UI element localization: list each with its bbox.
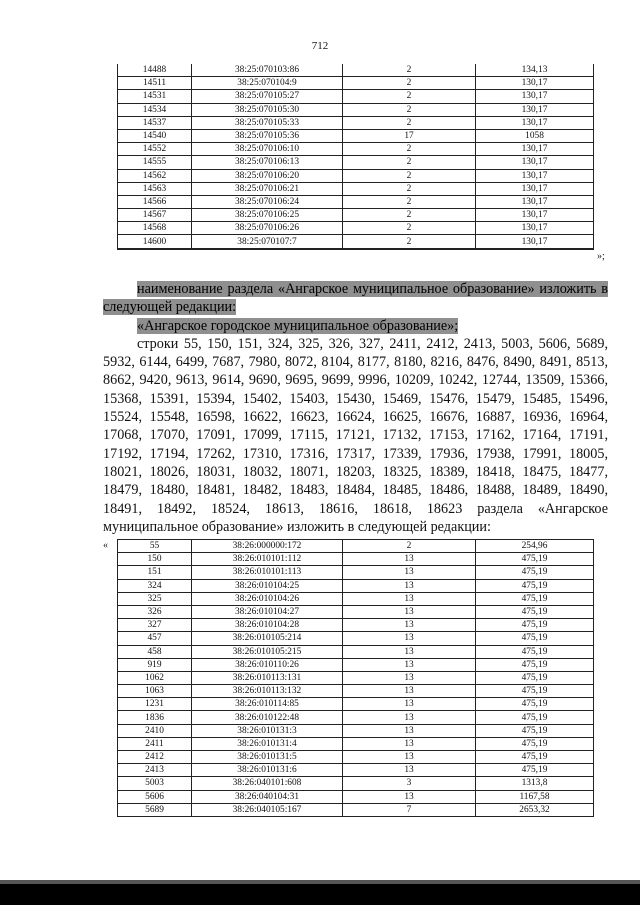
table-row xyxy=(118,632,594,645)
table-row xyxy=(118,103,594,116)
count-cell: 13 xyxy=(343,724,476,737)
count-cell: 13 xyxy=(343,671,476,684)
count-cell: 13 xyxy=(343,592,476,605)
table-row xyxy=(118,235,594,249)
row-number-cell: 14567 xyxy=(118,209,192,222)
row-number-cell: 14540 xyxy=(118,129,192,142)
opening-quote-mark: « xyxy=(103,540,108,551)
value-cell: 475,19 xyxy=(476,764,594,777)
row-number-cell: 14552 xyxy=(118,143,192,156)
row-number-cell: 14563 xyxy=(118,182,192,195)
paragraph-section-name xyxy=(103,280,608,317)
row-number-cell: 151 xyxy=(118,566,192,579)
value-cell: 130,17 xyxy=(476,209,594,222)
scan-bottom-band xyxy=(0,884,640,905)
row-number-cell: 14566 xyxy=(118,195,192,208)
value-cell: 2653,32 xyxy=(476,803,594,816)
table-row xyxy=(118,592,594,605)
row-number-cell: 2412 xyxy=(118,751,192,764)
table-bottom xyxy=(117,539,594,817)
row-number-cell: 326 xyxy=(118,605,192,618)
table-row xyxy=(118,77,594,90)
table-row xyxy=(118,222,594,235)
table-row xyxy=(118,579,594,592)
cadastral-number-cell: 38:26:010101:113 xyxy=(192,566,343,579)
cadastral-number-cell: 38:26:040104:31 xyxy=(192,790,343,803)
row-number-cell: 14562 xyxy=(118,169,192,182)
value-cell: 130,17 xyxy=(476,222,594,235)
cadastral-number-cell: 38:26:010101:112 xyxy=(192,553,343,566)
table-row xyxy=(118,540,594,553)
value-cell: 475,19 xyxy=(476,724,594,737)
row-number-cell: 5003 xyxy=(118,777,192,790)
count-cell: 13 xyxy=(343,764,476,777)
row-number-cell: 1063 xyxy=(118,685,192,698)
table-row xyxy=(118,64,594,77)
cadastral-number-cell: 38:25:070106:21 xyxy=(192,182,343,195)
table-row xyxy=(118,169,594,182)
row-number-cell: 1231 xyxy=(118,698,192,711)
value-cell: 254,96 xyxy=(476,540,594,553)
value-cell: 475,19 xyxy=(476,698,594,711)
value-cell: 475,19 xyxy=(476,632,594,645)
cadastral-number-cell: 38:25:070106:25 xyxy=(192,209,343,222)
count-cell: 13 xyxy=(343,566,476,579)
cadastral-number-cell: 38:25:070104:9 xyxy=(192,77,343,90)
row-number-cell: 5689 xyxy=(118,803,192,816)
cadastral-number-cell: 38:26:010104:27 xyxy=(192,605,343,618)
value-cell: 475,19 xyxy=(476,751,594,764)
cadastral-number-cell: 38:25:070106:20 xyxy=(192,169,343,182)
table-row xyxy=(118,737,594,750)
table-row xyxy=(118,143,594,156)
cadastral-number-cell: 38:25:070106:10 xyxy=(192,143,343,156)
value-cell: 130,17 xyxy=(476,77,594,90)
count-cell: 2 xyxy=(343,103,476,116)
count-cell: 2 xyxy=(343,540,476,553)
value-cell: 134,13 xyxy=(476,64,594,77)
count-cell: 2 xyxy=(343,195,476,208)
count-cell: 7 xyxy=(343,803,476,816)
table-row xyxy=(118,156,594,169)
value-cell: 475,19 xyxy=(476,619,594,632)
count-cell: 2 xyxy=(343,209,476,222)
cadastral-number-cell: 38:26:010105:215 xyxy=(192,645,343,658)
count-cell: 13 xyxy=(343,737,476,750)
value-cell: 475,19 xyxy=(476,658,594,671)
count-cell: 13 xyxy=(343,698,476,711)
value-cell: 475,19 xyxy=(476,566,594,579)
table-row xyxy=(118,566,594,579)
table-row xyxy=(118,209,594,222)
value-cell: 130,17 xyxy=(476,90,594,103)
count-cell: 13 xyxy=(343,579,476,592)
count-cell: 13 xyxy=(343,605,476,618)
page-number: 712 xyxy=(311,40,329,52)
count-cell: 13 xyxy=(343,553,476,566)
table-row xyxy=(118,182,594,195)
table-row xyxy=(118,751,594,764)
closing-quote-mark: »; xyxy=(597,251,605,262)
row-number-cell: 2411 xyxy=(118,737,192,750)
value-cell: 475,19 xyxy=(476,553,594,566)
cadastral-number-cell: 38:25:070105:36 xyxy=(192,129,343,142)
value-cell: 1313,8 xyxy=(476,777,594,790)
value-cell: 475,19 xyxy=(476,685,594,698)
table-row xyxy=(118,645,594,658)
cadastral-number-cell: 38:25:070105:30 xyxy=(192,103,343,116)
value-cell: 475,19 xyxy=(476,592,594,605)
cadastral-number-cell: 38:25:070103:86 xyxy=(192,64,343,77)
row-number-cell: 457 xyxy=(118,632,192,645)
table-row xyxy=(118,671,594,684)
table-row xyxy=(118,698,594,711)
count-cell: 2 xyxy=(343,90,476,103)
value-cell: 130,17 xyxy=(476,103,594,116)
value-cell: 475,19 xyxy=(476,579,594,592)
count-cell: 2 xyxy=(343,64,476,77)
value-cell: 1167,58 xyxy=(476,790,594,803)
count-cell: 2 xyxy=(343,143,476,156)
table-row xyxy=(118,658,594,671)
amendment-text xyxy=(103,280,608,536)
row-number-cell: 2413 xyxy=(118,764,192,777)
table-top xyxy=(117,64,594,250)
table-row xyxy=(118,764,594,777)
count-cell: 13 xyxy=(343,685,476,698)
cadastral-number-cell: 38:26:010113:132 xyxy=(192,685,343,698)
value-cell: 130,17 xyxy=(476,143,594,156)
table-row xyxy=(118,90,594,103)
cadastral-number-cell: 38:25:070106:24 xyxy=(192,195,343,208)
cadastral-number-cell: 38:26:000000:172 xyxy=(192,540,343,553)
count-cell: 13 xyxy=(343,790,476,803)
count-cell: 13 xyxy=(343,632,476,645)
row-number-cell: 327 xyxy=(118,619,192,632)
count-cell: 13 xyxy=(343,645,476,658)
count-cell: 2 xyxy=(343,169,476,182)
paragraph-new-name xyxy=(103,317,608,335)
row-number-cell: 14555 xyxy=(118,156,192,169)
cadastral-number-cell: 38:26:010104:25 xyxy=(192,579,343,592)
row-number-cell: 14531 xyxy=(118,90,192,103)
cadastral-number-cell: 38:26:010131:4 xyxy=(192,737,343,750)
table-row xyxy=(118,724,594,737)
cadastral-number-cell: 38:26:040105:167 xyxy=(192,803,343,816)
row-number-cell: 325 xyxy=(118,592,192,605)
value-cell: 130,17 xyxy=(476,116,594,129)
cadastral-number-cell: 38:26:010131:3 xyxy=(192,724,343,737)
cadastral-number-cell: 38:26:040101:608 xyxy=(192,777,343,790)
table-row xyxy=(118,803,594,816)
highlighted-text: наименование раздела «Ангарское муниципальное образование» изложить в следующей редакции: xyxy=(103,281,608,316)
value-cell: 475,19 xyxy=(476,711,594,724)
row-number-cell: 919 xyxy=(118,658,192,671)
count-cell: 13 xyxy=(343,658,476,671)
cadastral-number-cell: 38:26:010114:85 xyxy=(192,698,343,711)
row-number-cell: 14537 xyxy=(118,116,192,129)
count-cell: 2 xyxy=(343,156,476,169)
row-number-cell: 14511 xyxy=(118,77,192,90)
count-cell: 2 xyxy=(343,77,476,90)
cadastral-number-cell: 38:26:010122:48 xyxy=(192,711,343,724)
row-number-cell: 14534 xyxy=(118,103,192,116)
table-row xyxy=(118,777,594,790)
count-cell: 2 xyxy=(343,182,476,195)
cadastral-number-cell: 38:26:010131:6 xyxy=(192,764,343,777)
row-number-cell: 1062 xyxy=(118,671,192,684)
cadastral-number-cell: 38:26:010104:28 xyxy=(192,619,343,632)
count-cell: 2 xyxy=(343,116,476,129)
cadastral-number-cell: 38:25:070105:33 xyxy=(192,116,343,129)
row-number-cell: 150 xyxy=(118,553,192,566)
table-row xyxy=(118,129,594,142)
value-cell: 130,17 xyxy=(476,156,594,169)
table-row xyxy=(118,790,594,803)
value-cell: 1058 xyxy=(476,129,594,142)
paragraph-row-list: строки 55, 150, 151, 324, 325, 326, 327, 2411, 2412, 2413, 5003, 5606, 5689, 5932, 6144, 6499, 7687, 7980, 8072, 8104, 8177, 8180, 8216, 8476, 8490, 8491, 8513, 8662, 9420, 9613, 9614, 9690, 9695, 9699, 9996, 10209, 10242, 12744, 13509, 15366, 15368, 15391, 15394, 15402, 15403, 15430, 15469, 15476, 15479, 15485, 15496, 15524, 15548, 16598, 16622, 16623, 16624, 16625, 16676, 16887, 16936, 16964, 17068, 17070, 17091, 17099, 17115, 17121, 17132, 17153, 17162, 17164, 17191, 17192, 17194, 17262, 17310, 17316, 17317, 17339, 17936, 17938, 17991, 18005, 18021, 18026, 18031, 18032, 18071, 18203, 18325, 18389, 18418, 18475, 18477, 18479, 18480, 18481, 18482, 18483, 18484, 18485, 18486, 18488, 18489, 18490, 18491, 18492, 18524, 18613, 18616, 18618, 18623 раздела «Ангарское муниципальное образование» изложить в следующей редакции: xyxy=(103,335,608,535)
row-number-cell: 14568 xyxy=(118,222,192,235)
cadastral-number-cell: 38:26:010131:5 xyxy=(192,751,343,764)
table-row xyxy=(118,685,594,698)
table-row xyxy=(118,116,594,129)
row-number-cell: 324 xyxy=(118,579,192,592)
table-row xyxy=(118,553,594,566)
count-cell: 13 xyxy=(343,619,476,632)
highlighted-text: «Ангарское городское муниципальное образование»; xyxy=(137,317,459,334)
cadastral-number-cell: 38:25:070106:26 xyxy=(192,222,343,235)
cadastral-number-cell: 38:25:070106:13 xyxy=(192,156,343,169)
count-cell: 2 xyxy=(343,235,476,249)
cadastral-number-cell: 38:26:010105:214 xyxy=(192,632,343,645)
cadastral-number-cell: 38:26:010113:131 xyxy=(192,671,343,684)
value-cell: 130,17 xyxy=(476,182,594,195)
cadastral-number-cell: 38:25:070107:7 xyxy=(192,235,343,249)
row-number-cell: 1836 xyxy=(118,711,192,724)
count-cell: 13 xyxy=(343,711,476,724)
value-cell: 130,17 xyxy=(476,195,594,208)
count-cell: 17 xyxy=(343,129,476,142)
value-cell: 475,19 xyxy=(476,737,594,750)
row-number-cell: 14488 xyxy=(118,64,192,77)
count-cell: 3 xyxy=(343,777,476,790)
value-cell: 130,17 xyxy=(476,169,594,182)
cadastral-number-cell: 38:25:070105:27 xyxy=(192,90,343,103)
row-number-cell: 5606 xyxy=(118,790,192,803)
count-cell: 13 xyxy=(343,751,476,764)
row-number-cell: 458 xyxy=(118,645,192,658)
table-row xyxy=(118,619,594,632)
cadastral-number-cell: 38:26:010104:26 xyxy=(192,592,343,605)
row-number-cell: 2410 xyxy=(118,724,192,737)
row-number-cell: 55 xyxy=(118,540,192,553)
value-cell: 475,19 xyxy=(476,605,594,618)
table-row xyxy=(118,195,594,208)
value-cell: 130,17 xyxy=(476,235,594,249)
cadastral-number-cell: 38:26:010110:26 xyxy=(192,658,343,671)
value-cell: 475,19 xyxy=(476,671,594,684)
value-cell: 475,19 xyxy=(476,645,594,658)
count-cell: 2 xyxy=(343,222,476,235)
table-row xyxy=(118,605,594,618)
table-row xyxy=(118,711,594,724)
row-number-cell: 14600 xyxy=(118,235,192,249)
